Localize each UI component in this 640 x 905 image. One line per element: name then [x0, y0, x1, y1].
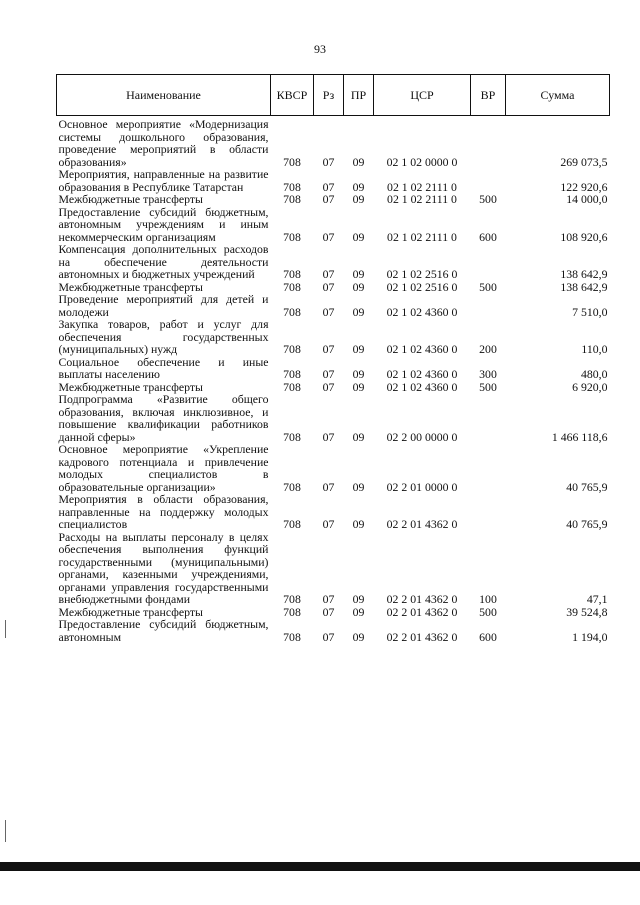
scan-margin-mark [5, 820, 6, 842]
row-name: Межбюджетные трансферты [58, 192, 203, 206]
row-sum: 1 194,0 [572, 629, 608, 644]
row-rz: 07 [322, 304, 335, 319]
table-row [57, 318, 610, 356]
row-pr: 09 [352, 367, 365, 381]
row-sum: 480,0 [580, 367, 608, 381]
row-kvsr: 708 [283, 179, 301, 194]
row-sum: 108 920,6 [560, 229, 608, 244]
row-vr [471, 168, 506, 193]
row-name: Закупка товаров, работ и услуг для обеспечения государственных (муниципальных) нужд [58, 317, 269, 356]
row-vr [471, 443, 506, 493]
row-rz: 07 [322, 629, 335, 644]
row-sum: 14 000,0 [566, 192, 608, 206]
header-pr: ПР [344, 75, 374, 116]
header-name: Наименование [57, 75, 271, 116]
row-rz: 07 [322, 517, 335, 531]
row-rz: 07 [322, 479, 335, 494]
row-rz: 07 [322, 379, 335, 394]
row-vr: 500 [479, 192, 497, 206]
row-rz: 07 [322, 604, 335, 619]
row-vr: 300 [479, 367, 497, 381]
row-rz: 07 [322, 267, 335, 281]
table-row [57, 393, 610, 443]
table-row [57, 168, 610, 193]
row-pr: 09 [352, 629, 365, 644]
row-rz: 07 [322, 179, 335, 194]
row-csr: 02 1 02 4360 0 [386, 304, 458, 319]
row-csr: 02 1 02 0000 0 [386, 154, 458, 169]
header-kvsr: КВСР [271, 75, 314, 116]
row-csr: 02 1 02 2111 0 [387, 192, 457, 206]
row-sum: 47,1 [586, 592, 608, 606]
row-vr [471, 116, 506, 169]
row-vr: 200 [479, 342, 497, 356]
budget-table [56, 74, 610, 643]
row-name: Мероприятия, направленные на развитие образования в Республике Татарстан [58, 167, 269, 194]
row-kvsr: 708 [283, 342, 301, 356]
table-row [57, 493, 610, 531]
row-name: Основное мероприятие «Укрепление кадрового потенциала и привлечение молодых специалистов в образовательные организации» [58, 442, 269, 494]
row-kvsr: 708 [283, 279, 301, 294]
scan-bottom-edge [0, 862, 640, 871]
table-row [57, 193, 610, 206]
header-rz: Рз [314, 75, 344, 116]
row-name: Предоставление субсидий бюджетным, автономным [58, 617, 269, 644]
table-header-row [57, 75, 610, 116]
row-pr: 09 [352, 429, 365, 444]
table-row [57, 356, 610, 381]
row-rz: 07 [322, 279, 335, 294]
row-rz: 07 [322, 154, 335, 169]
row-vr [471, 293, 506, 318]
header-vr: ВР [471, 75, 506, 116]
row-name: Мероприятия в области образования, направленные на поддержку молодых специалистов [58, 492, 269, 531]
table-body [57, 116, 610, 644]
row-pr: 09 [352, 154, 365, 169]
row-vr [471, 243, 506, 281]
row-pr: 09 [352, 379, 365, 394]
page-number: 93 [314, 42, 326, 56]
row-pr: 09 [352, 229, 365, 244]
row-csr: 02 2 01 4362 0 [386, 517, 458, 531]
row-vr: 500 [479, 279, 497, 294]
row-pr: 09 [352, 304, 365, 319]
table-row [57, 293, 610, 318]
row-vr [471, 393, 506, 443]
row-sum: 7 510,0 [572, 304, 608, 319]
row-vr [471, 493, 506, 531]
row-pr: 09 [352, 279, 365, 294]
row-sum: 1 466 118,6 [551, 429, 608, 444]
row-pr: 09 [352, 192, 365, 206]
row-name: Социальное обеспечение и иные выплаты населению [58, 354, 269, 381]
row-kvsr: 708 [283, 429, 301, 444]
row-kvsr: 708 [283, 592, 301, 606]
row-name: Расходы на выплаты персоналу в целях обеспечения выполнения функций государственными (муниципальными) органами, казенными учреждениями, органами управления государственными внебюджетными фондами [58, 529, 269, 606]
table-row [57, 618, 610, 643]
row-name: Основное мероприятие «Модернизация системы дошкольного образования, проведение мероприятий в области образования» [58, 117, 269, 169]
row-csr: 02 1 02 4360 0 [386, 342, 458, 356]
row-csr: 02 1 02 4360 0 [386, 367, 458, 381]
row-vr: 500 [479, 379, 497, 394]
row-csr: 02 1 02 4360 0 [386, 379, 458, 394]
row-name: Межбюджетные трансферты [58, 379, 203, 394]
row-sum: 122 920,6 [560, 179, 608, 194]
row-pr: 09 [352, 517, 365, 531]
table-row [57, 531, 610, 606]
row-sum: 6 920,0 [572, 379, 608, 394]
row-kvsr: 708 [283, 267, 301, 281]
table-row [57, 443, 610, 493]
row-name: Проведение мероприятий для детей и молодежи [58, 292, 269, 319]
row-vr: 100 [479, 592, 497, 606]
header-sum: Сумма [506, 75, 610, 116]
row-rz: 07 [322, 192, 335, 206]
row-sum: 40 765,9 [566, 479, 608, 494]
row-rz: 07 [322, 342, 335, 356]
row-rz: 07 [322, 429, 335, 444]
row-pr: 09 [352, 179, 365, 194]
row-pr: 09 [352, 592, 365, 606]
row-vr: 600 [479, 629, 497, 644]
row-csr: 02 2 01 0000 0 [386, 479, 458, 494]
row-csr: 02 2 00 0000 0 [386, 429, 458, 444]
row-sum: 39 524,8 [566, 604, 608, 619]
row-kvsr: 708 [283, 479, 301, 494]
row-pr: 09 [352, 267, 365, 281]
row-csr: 02 1 02 2111 0 [387, 229, 457, 244]
row-kvsr: 708 [283, 154, 301, 169]
row-kvsr: 708 [283, 367, 301, 381]
row-kvsr: 708 [283, 629, 301, 644]
row-csr: 02 2 01 4362 0 [386, 629, 458, 644]
row-pr: 09 [352, 342, 365, 356]
row-name: Подпрограмма «Развитие общего образования, включая инклюзивное, и повышение квалификации работников данной сферы» [58, 392, 269, 444]
row-name: Межбюджетные трансферты [58, 279, 203, 294]
row-rz: 07 [322, 367, 335, 381]
row-rz: 07 [322, 592, 335, 606]
row-sum: 138 642,9 [560, 267, 608, 281]
row-csr: 02 2 01 4362 0 [386, 604, 458, 619]
table-row [57, 206, 610, 244]
row-kvsr: 708 [283, 517, 301, 531]
row-name: Межбюджетные трансферты [58, 604, 203, 619]
row-vr: 600 [479, 229, 497, 244]
header-csr: ЦСР [374, 75, 471, 116]
row-sum: 269 073,5 [560, 154, 608, 169]
row-sum: 40 765,9 [566, 517, 608, 531]
row-rz: 07 [322, 229, 335, 244]
row-pr: 09 [352, 479, 365, 494]
row-csr: 02 2 01 4362 0 [386, 592, 458, 606]
row-kvsr: 708 [283, 379, 301, 394]
row-name: Компенсация дополнительных расходов на обеспечение деятельности автономных и бюджетных учреждений [58, 242, 269, 281]
row-csr: 02 1 02 2516 0 [386, 279, 458, 294]
row-kvsr: 708 [283, 604, 301, 619]
row-kvsr: 708 [283, 304, 301, 319]
row-name: Предоставление субсидий бюджетным, автономным учреждениям и иным некоммерческим организациям [58, 204, 269, 244]
row-sum: 138 642,9 [560, 279, 608, 294]
row-kvsr: 708 [283, 229, 301, 244]
row-csr: 02 1 02 2516 0 [386, 267, 458, 281]
table-row [57, 243, 610, 281]
row-sum: 110,0 [581, 342, 608, 356]
scan-margin-mark [5, 620, 6, 638]
row-pr: 09 [352, 604, 365, 619]
row-kvsr: 708 [283, 192, 301, 206]
row-csr: 02 1 02 2111 0 [387, 179, 457, 194]
row-vr: 500 [479, 604, 497, 619]
table-row [57, 116, 610, 169]
